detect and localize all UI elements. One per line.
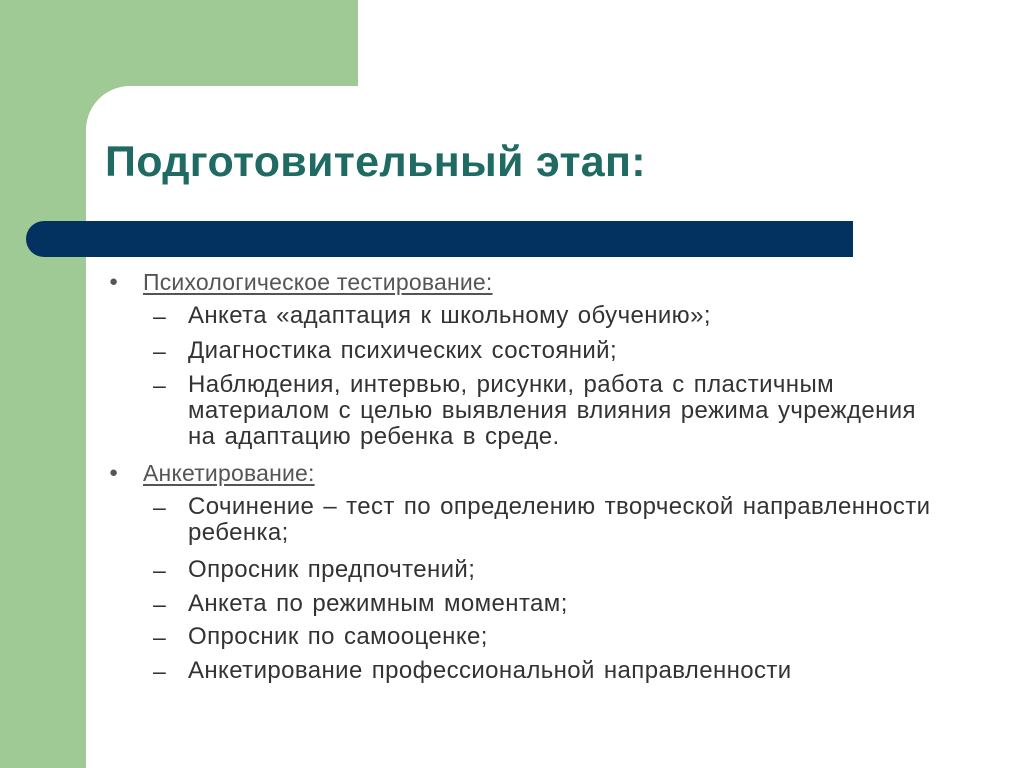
section-heading-questionnaire: Анкетирование: <box>143 460 315 486</box>
dash-icon: – <box>153 624 166 650</box>
list-item: Анкетирование профессиональной направленности <box>188 657 792 684</box>
dash-icon: – <box>153 591 166 617</box>
list-item: Сочинение – тест по определению творческой направленности ребенка; <box>188 493 931 546</box>
dash-icon: – <box>153 557 166 583</box>
list-item: Анкета «адаптация к школьному обучению»; <box>188 302 711 329</box>
dash-icon: – <box>153 338 166 364</box>
bullet-icon: ● <box>109 464 119 481</box>
list-item: Наблюдения, интервью, рисунки, работа с пластичным материалом с целью выявления влияния режима учреждения на адаптацию ребенка в среде. <box>188 371 916 450</box>
bullet-icon: ● <box>109 273 119 290</box>
dash-icon: – <box>153 658 166 684</box>
dash-icon: – <box>153 303 166 329</box>
dash-icon: – <box>153 494 166 520</box>
slide-title: Подготовительный этап: <box>105 138 646 186</box>
dash-icon: – <box>153 372 166 398</box>
section-heading-psych-testing: Психологическое тестирование: <box>143 269 493 295</box>
list-item: Опросник предпочтений; <box>188 556 476 583</box>
list-item: Анкета по режимным моментам; <box>188 590 568 617</box>
list-item: Диагностика психических состояний; <box>188 337 618 364</box>
list-item: Опросник по самооценке; <box>188 623 488 650</box>
